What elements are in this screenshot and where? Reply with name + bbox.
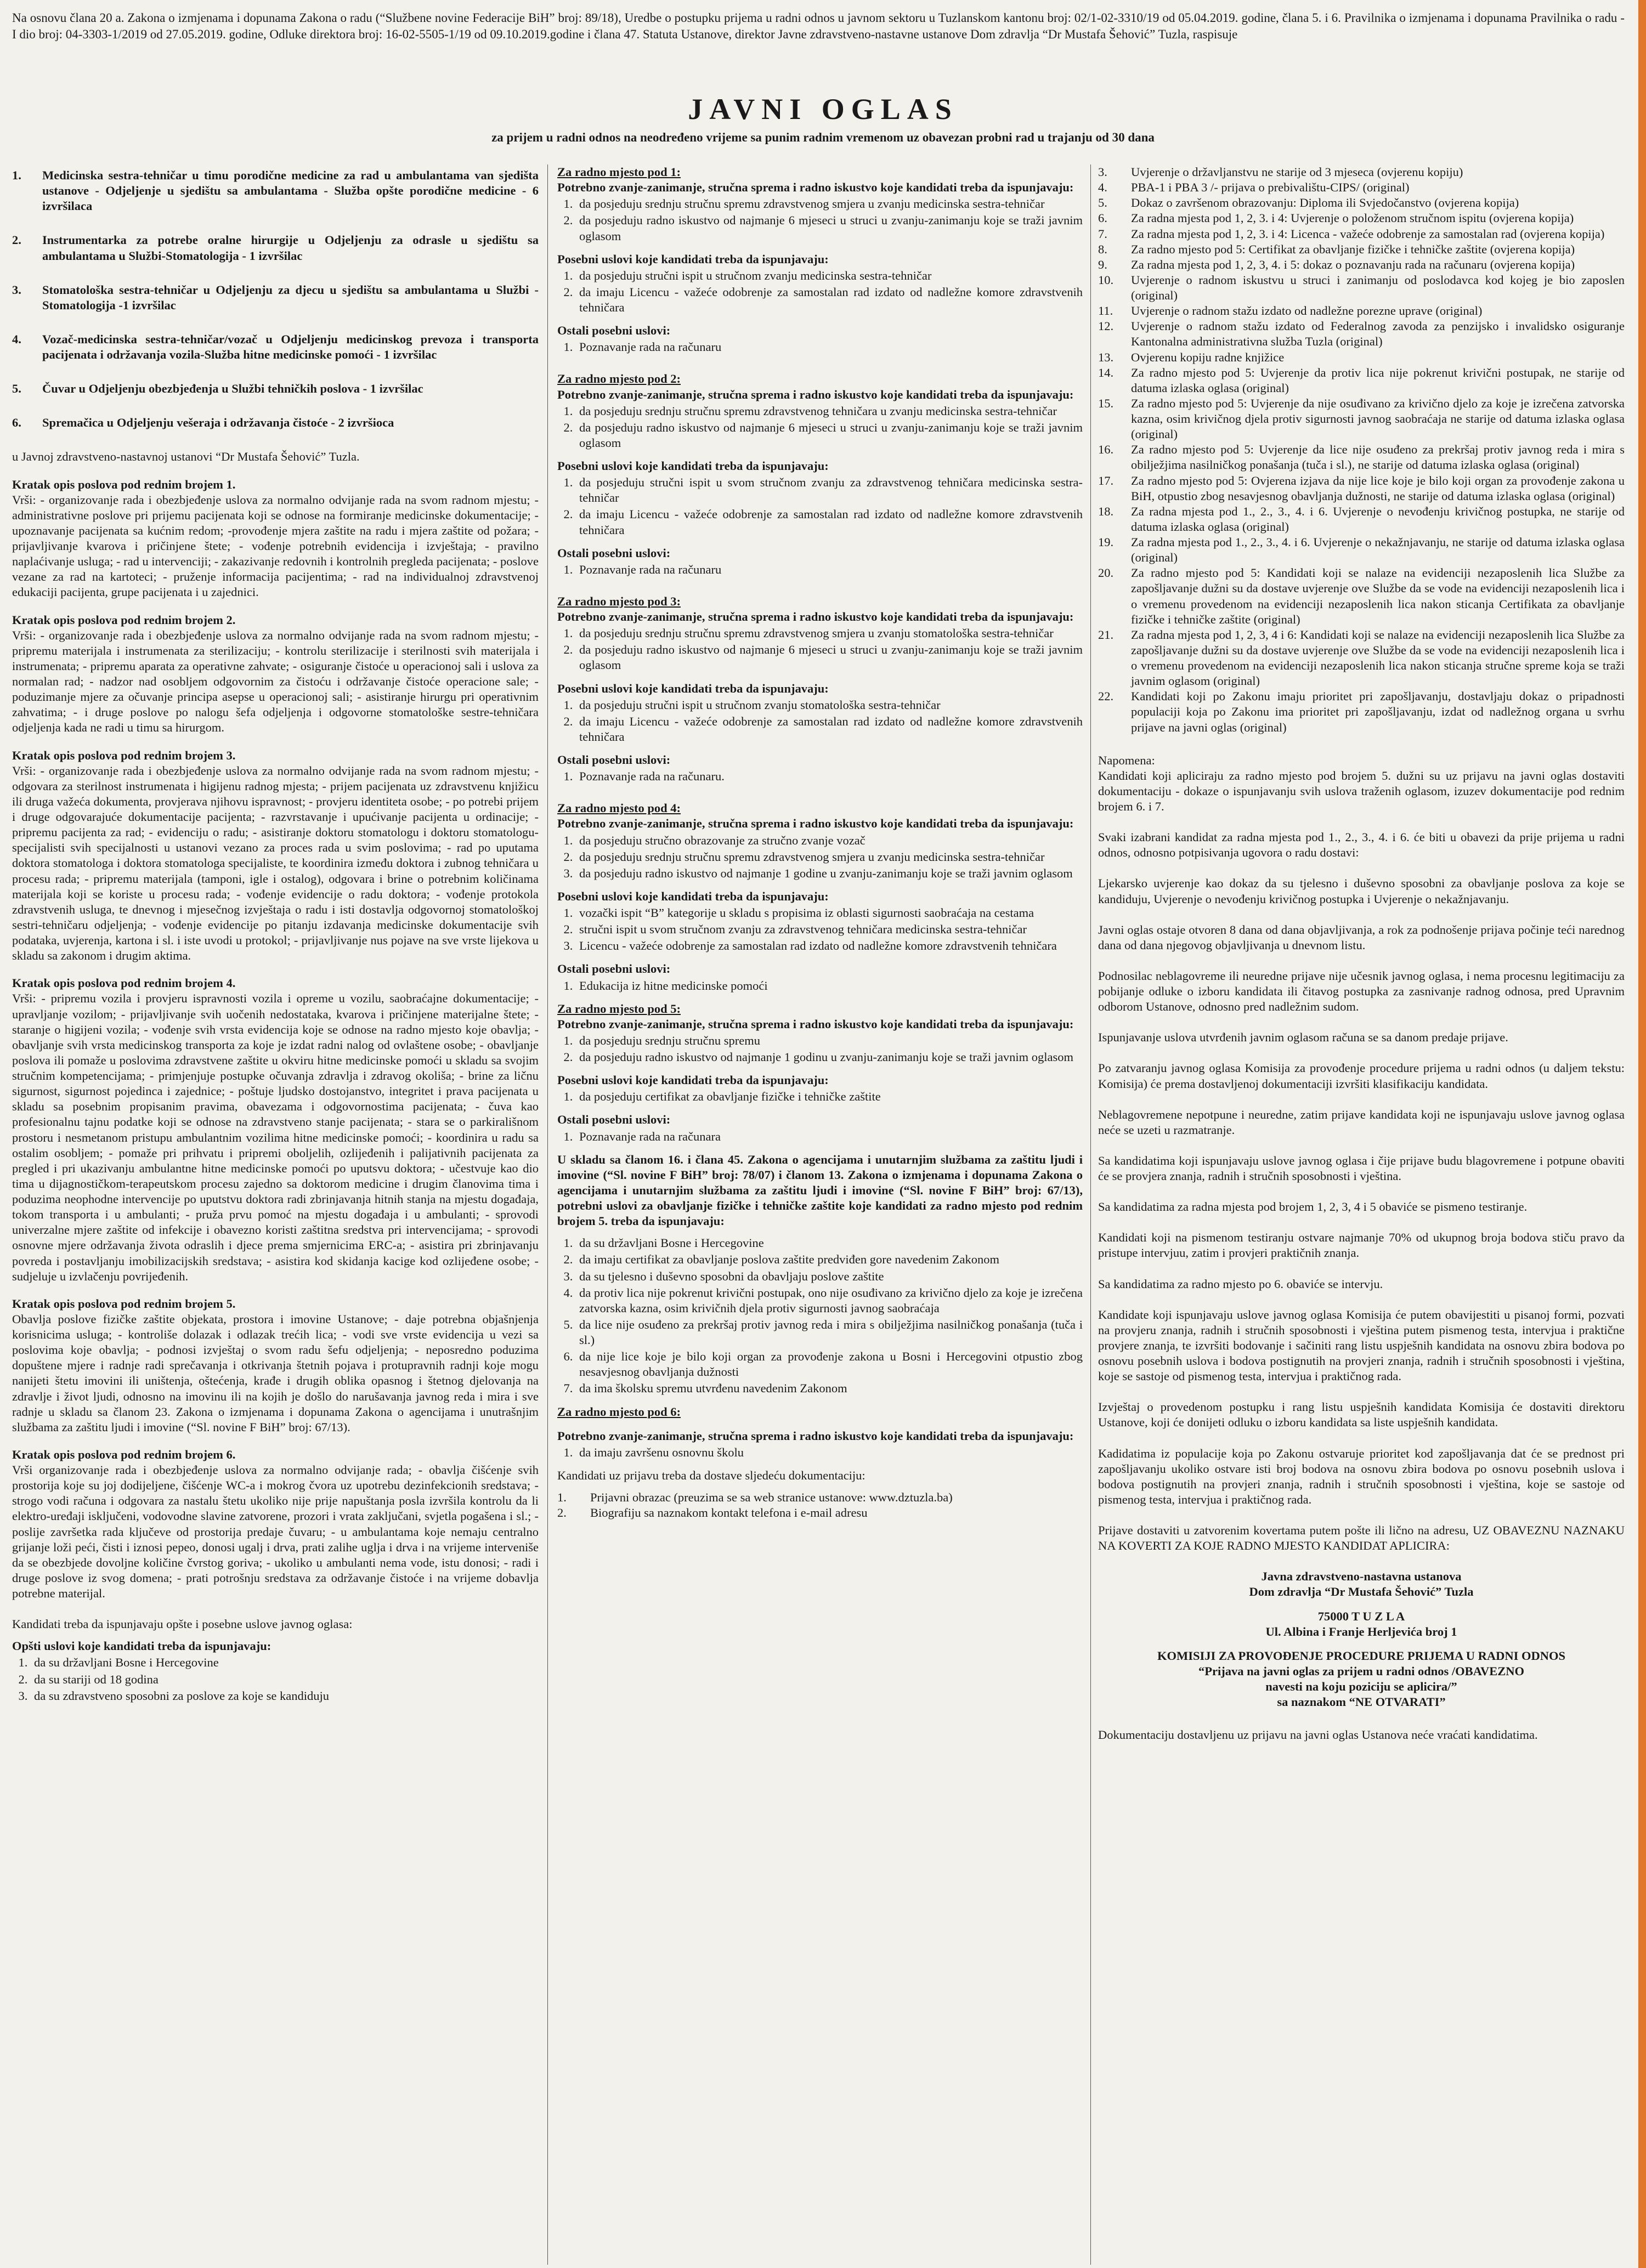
list-item: 2. da imaju Licencu - važeće odobrenje za samostalan rad izdato od nadležne komore zdravstvenih tehničara [576, 285, 1083, 315]
document-item [1098, 565, 1625, 627]
info-paragraph: Sa kandidatima za radno mjesto po 6. obaviće se intervju. [1098, 1277, 1383, 1291]
komisija-line: navesti na koju poziciju se aplicira/” [1265, 1680, 1457, 1693]
document-number: 9. [1098, 257, 1107, 271]
list-item: 1. da posjeduju stručni ispit u svom stručnom zvanju za zdravstvenog tehničara medicinska sestra-tehničar [576, 475, 1083, 506]
document-number: 11. [1098, 304, 1113, 318]
other-conditions-heading: Ostali posebni uslovi: [557, 753, 671, 767]
document-number: 4. [1098, 180, 1107, 195]
document-text: Za radna mjesta pod 1, 2, 3, 4. i 5: dokaz o poznavanju rada na računaru (ovjerena kopija) [1131, 257, 1575, 271]
job-description-heading: Kratak opis poslova pod rednim brojem 3. [12, 748, 236, 762]
document-text: Za radna mjesta pod 1., 2., 3., 4. i 6. Uvjerenje o nevođenju krivičnog postupka, ne starije od datuma izlaska oglasa (original) [1131, 504, 1625, 534]
requirements-list [557, 833, 1083, 881]
document-text: Za radna mjesta pod 1., 2., 3., 4. i 6. Uvjerenje o nekažnjavanju, ne starije od datuma izlaska oglasa (original) [1131, 535, 1625, 565]
list-item: 1. da posjeduju srednju stručnu spremu zdravstvenog tehničara u zvanju medicinska sestra-tehničar [576, 404, 1083, 419]
place-requirements-heading: Potrebno zvanje-zanimanje, stručna sprema i radno iskustvo koje kandidati treba da ispunjavaju: [557, 1017, 1074, 1031]
job-description-heading: Kratak opis poslova pod rednim brojem 2. [12, 613, 236, 627]
document-item [1098, 257, 1625, 273]
list-item: 2. da imaju certifikat za obavljanje poslova zaštite predviđen gore navedenim Zakonom [576, 1252, 1083, 1267]
list-item: 1. da posjeduju stručni ispit u stručnom zvanju medicinska sestra-tehničar [576, 268, 1083, 284]
special-conditions-heading: Posebni uslovi koje kandidati treba da ispunjavaju: [557, 889, 829, 903]
info-paragraph: Ispunjavanje uslova utvrđenih javnim oglasom računa se sa danom predaje prijave. [1098, 1030, 1508, 1045]
document-number: 16. [1098, 443, 1114, 457]
list-item: 3. da posjeduju radno iskustvo od najmanje 1 godine u zvanju-zanimanju koje se traži javnim oglasom [576, 866, 1083, 881]
document-number: 1. [557, 1490, 567, 1504]
job-description-text: Vrši: - organizovanje rada i obezbjeđenje uslova za normalno odvijanje rada na svom radnom mjestu; - pripremu materijala i instrumenata za sterilizaciju; - kontrolu sterilizacije i sterilnosti svih materijala i instrumenata; - pripremu aparata za operativne zahvate; - osiguranje čistoće u operacionoj sali i uslova za normalan rad; - nadzor nad osobljem odgovornim za čistoću i održavanje čistoće operacione sale; - poduzimanje mjere za očuvanje principa asepse u operacionoj sali; - asistiranje hirurgu pri operativnim zahvatima; - i druge poslove po nalogu šefa odjeljenja i odgovorne stomatološke sestre-tehničara odjeljenja kada ne radi u timu sa hirurgom. [12, 628, 539, 735]
document-text: Za radno mjesto pod 5: Uvjerenje da lice nije osuđeno za prekršaj protiv javnog reda i mira s obilježjima nasilničkog ponašanja (tuča i sl.), ne starije od datuma izlaska oglasa (original) [1131, 443, 1625, 472]
list-item: 2. da posjeduju radno iskustvo od najmanje 6 mjeseci u struci u zvanju-zanimanju koje se traži javnim oglasom [576, 420, 1083, 451]
job-description-text: Vrši organizovanje rada i obezbjeđenje uslova za normalno odvijanje rada; - obavlja čišćenje svih prostorija koje su joj dodijeljene, čišćenje WC-a i mokrog čvora uz upotrebu dezinfekcionih sredstava; - strogo vodi računa i odgovara za nastalu štetu ukoliko nije prije napuštanja posla izvršila kontrolu da li elektro-uređaji isključeni, vodovodne slavine zatvorene, prozori i vrata zaključani, svjetla pogašena i sl.; - poslije završetka rada ključeve od prostorija predaje čuvaru; - u ambulantama koje nemaju centralno grijanje loži peći, čisti i iznosi pepeo, donosi ugalj i drva, prati zalihe uglja i drva i na vrijeme interveniše da se obezbjede dovoljne količine čvrstog goriva; - ukoliko u ambulanti nema vode, istu donosi; - radi i druge poslove iz svog domena; - prati potrošnju sredstava za održavanje čistoće i na vrijeme dobavlja potrebne materijal. [12, 1463, 539, 1600]
law-paragraph: U skladu sa članom 16. i člana 45. Zakona o agencijama i unutarnjim službama za zaštitu ljudi i imovine (“Sl. novine F BiH” broj: 78/07) i članom 13. Zakona o izmjenama i dopunama Zakona o agencijama i unutarnjim službama za zaštitu ljudi i imovine (“Sl. novine F BiH” broj: 67/13), potrebni uslovi za obavljanje fizičke i tehničke zaštite koje kandidati za radno mjesto pod rednim brojem 5. treba da ispunjavaju: [557, 1152, 1083, 1228]
documents-intro: Kandidati uz prijavu treba da dostave sljedeću dokumentaciju: [557, 1468, 866, 1482]
column-left [12, 165, 539, 2265]
position-text: Medicinska sestra-tehničar u timu porodične medicine za rad u ambulantama van sjedišta ustanove - Odjeljenje u sjedištu sa ambulantama - Služba opšte porodične medicine - 6 izvršilaca [42, 168, 539, 213]
list-item: 2. stručni ispit u svom stručnom zvanju za zdravstvenog tehničara medicinska sestra-tehničar [576, 922, 1083, 937]
place-title: Za radno mjesto pod 4: [557, 801, 681, 815]
info-paragraph: Neblagovremene nepotpune i neuredne, zatim prijave kandidata koji ne ispunjavaju uslove javnog oglasa neće se uzeti u razmatranje. [1098, 1107, 1625, 1137]
position-text: Spremačica u Odjeljenju vešeraja i održavanja čistoće - 2 izvršioca [42, 416, 394, 430]
requirements-list [557, 626, 1083, 673]
place-requirements-heading: Potrebno zvanje-zanimanje, stručna sprema i radno iskustvo koje kandidati treba da ispunjavaju: [557, 180, 1074, 195]
info-paragraph: Ljekarsko uvjerenje kao dokaz da su tjelesno i duševno sposobni za obavljanje poslova za koje se kandiduju, Uvjerenje o nevođenju krivičnog postupka i Uvjerenje o nekažnjavanju. [1098, 876, 1625, 906]
position-text: Čuvar u Odjeljenju obezbjeđenja u Službi tehničkih poslova - 1 izvršilac [42, 382, 423, 396]
address-line: Ul. Albina i Franje Herljevića broj 1 [1265, 1624, 1457, 1638]
info-paragraph: Javni oglas ostaje otvoren 8 dana od dana objavljivanja, a rok za podnošenje prijava počinje teći narednog dana od dana njegovog objavljivanja u dnevnom listu. [1098, 922, 1625, 952]
document-text: Prijavni obrazac (preuzima se sa web stranice ustanove: www.dztuzla.ba) [590, 1490, 953, 1504]
document-text: Za radna mjesta pod 1, 2, 3, 4 i 6: Kandidati koji se nalaze na evidenciji nezaposlenih lica Službe za zapošljavanje dužni su da dostave uvjerenje ove Službe da se vode na evidenciji nezaposlenih lica i o vremenu provedenom na evidenciji nezaposlenih lica nakon sticanja stručne spreme koja se traži javnim oglasom (original) [1131, 627, 1625, 688]
list-item: 2. da imaju Licencu - važeće odobrenje za samostalan rad izdato od nadležne komore zdravstvenih tehničara [576, 507, 1083, 537]
document-text: Uvjerenje o radnom stažu izdato od nadležne porezne uprave (original) [1131, 304, 1483, 318]
page-subtitle: za prijem u radni odnos na neodređeno vrijeme sa punim radnim vremenom uz obavezan probni rad u trajanju od 30 dana [491, 131, 1155, 144]
document-text: Uvjerenje o državljanstvu ne starije od 3 mjeseca (ovjerenu kopiju) [1131, 165, 1463, 179]
document-item [1098, 504, 1625, 535]
place-title: Za radno mjesto pod 3: [557, 594, 681, 608]
document-text: Dokaz o završenom obrazovanju: Diploma ili Svjedočanstvo (ovjerena kopija) [1131, 196, 1519, 210]
list-item: 2. da posjeduju radno iskustvo od najmanje 6 mjeseci u struci u zvanju-zanimanju koje se traži javnim oglasom [576, 642, 1083, 673]
job-description-heading: Kratak opis poslova pod rednim brojem 5. [12, 1296, 236, 1311]
page-edge-stripe [1638, 0, 1646, 2268]
intro-paragraph: Na osnovu člana 20 a. Zakona o izmjenama i dopunama Zakona o radu (“Službene novine Federacije BiH” broj: 89/18), Uredbe o postupku prijema u radni odnos u javnom sektoru u Tuzlanskom kantonu broj: 02/1-02-3310/19 od 05.04.2019. godine, člana 5. i 6. Pravilnika o izmjenama i dopunama Pravilnika o radu - I dio broj: 04-3303-1/2019 od 27.05.2019. godine, Odluke direktora broj: 16-02-5505-1/19 od 09.10.2019.godine i člana 47. Statuta Ustanove, direktor Javne zdravstveno-nastavne ustanove Dom zdravlja “Dr Mustafa Šehović” Tuzla, raspisuje [12, 11, 1625, 42]
document-item [1098, 365, 1625, 396]
document-item [1098, 180, 1625, 195]
note-heading: Napomena: [1098, 753, 1155, 767]
place-requirements-heading: Potrebno zvanje-zanimanje, stručna sprema i radno iskustvo koje kandidati treba da ispunjavaju: [557, 817, 1074, 831]
list-item: 2. da posjeduju srednju stručnu spremu zdravstvenog smjera u zvanju medicinska sestra-tehničar [576, 849, 1083, 865]
job-description-text: Obavlja poslove fizičke zaštite objekata, prostora i imovine Ustanove; - daje potrebna objašnjenja korisnicima usluga; - kontroliše dolazak i odlazak trećih lica; - vodi sve vrste evidencija u vezi sa poslovima koje obavlja; - podnosi izvještaj o svom radu šefu odjeljenja; - neposredno poduzima dopuštene mjere i radnje radi sprečavanja i otkrivanja štetnih pojava i protupravnih radnji koje mogu nanijeti štetu imovini ili uništenja, oštećenja, krađe i drugih oblika opasnog i štetnog djelovanja na zdravlje i život ljudi, odnosno na imovinu ili na kojih je došlo do narušavanja javnog reda i mira i sve radnje u skladu sa članom 23. Zakona o izmjenama i dopunama Zakona o agencijama i unutrašnjim službama za zaštitu ljudi i imovine (“Sl. novine F BiH” broj: 67/13). [12, 1312, 539, 1434]
document-item [1098, 195, 1625, 211]
job-description-heading: Kratak opis poslova pod rednim brojem 1. [12, 477, 236, 491]
info-paragraph: Po zatvaranju javnog oglasa Komisija za provođenje procedure prijema u radni odnos (u daljem tekstu: Komisija) će prema dostavljenoj dokumentaciji izvršiti klasifikaciju kandidata. [1098, 1061, 1625, 1091]
position-number: 6. [12, 416, 21, 430]
document-number: 12. [1098, 319, 1114, 333]
list-item: 2. da posjeduju radno iskustvo od najmanje 6 mjeseci u struci u zvanju-zanimanju koje se traži javnim oglasom [576, 213, 1083, 243]
special-conditions-heading: Posebni uslovi koje kandidati treba da ispunjavaju: [557, 459, 829, 473]
document-text: Uvjerenje o radnom iskustvu u struci i zanimanju od poslodavca kod kojeg je bio zaposlen (original) [1131, 273, 1625, 302]
general-conditions-list [12, 1655, 539, 1703]
other-conditions-list [557, 978, 1083, 994]
address-line: 75000 T U Z L A [1317, 1609, 1405, 1623]
document-text: Za radno mjesto pod 5: Uvjerenje da protiv lica nije pokrenut krivični postupak, ne starije od datuma izlaska oglasa (original) [1131, 365, 1625, 395]
position-number: 2. [12, 233, 21, 247]
document-number: 6. [1098, 211, 1107, 225]
note-text: Kandidati koji apliciraju za radno mjesto pod brojem 5. dužni su uz prijavu na javni oglas dostaviti dokumentaciju - dokaze o ispunjavanju svih uslova traženih oglasom, izuzev dokumentacije pod rednim brojem 6. i 7. [1098, 768, 1625, 813]
documents-list [557, 1490, 1083, 1521]
address-line: Javna zdravstveno-nastavna ustanova [1261, 1569, 1462, 1584]
list-item: 1. da posjeduju stručno obrazovanje za stručno zvanje vozač [576, 833, 1083, 848]
info-paragraph: Kadidatima iz populacije koja po Zakonu ostvaruje prioritet kod zapošljavanja dat će se prednost pri zapošljavanju ukoliko ostvare isti broj bodova na osnovu zbira bodova po osnovu posebnih uslova i bodova postignutih na provjeri znanja, radnih i stručnih sposobnosti i vještina, koje se sastoje od pismenog testa, intervjua i praktičnog rada. [1098, 1446, 1625, 1506]
list-item: 4. da protiv lica nije pokrenut krivični postupak, ono nije osuđivano za krivično djelo za koje je izrečena zatvorska kazna, osim krivičnih djela protiv sigurnosti javnog saobraćaja [576, 1285, 1083, 1316]
document-item [1098, 689, 1625, 735]
document-item [1098, 303, 1625, 319]
document-text: Uvjerenje o radnom stažu izdato od Federalnog zavoda za penzijsko i invalidsko osiguranje Kantonalna administrativna služba Tuzla (original) [1131, 319, 1625, 349]
document-number: 21. [1098, 627, 1114, 642]
document-number: 5. [1098, 196, 1107, 210]
document-number: 3. [1098, 165, 1107, 179]
document-number: 2. [557, 1506, 567, 1520]
list-item: 1. da imaju završenu osnovnu školu [576, 1445, 1083, 1460]
info-paragraph: Podnosilac neblagovreme ili neuredne prijave nije učesnik javnog oglasa, i nema procesnu legitimaciju za pobijanje odluke o izboru kandidata ili čitavog postupka za zasnivanje radnog odnosa, pred Upravnim odborom Ustanove, odnosno pred nadležnim sudom. [1098, 968, 1625, 1014]
requirements-list [557, 1445, 1083, 1460]
list-item: 1. da posjeduju stručni ispit u stručnom zvanju stomatološka sestra-tehničar [576, 698, 1083, 713]
general-conditions-intro: Kandidati treba da ispunjavaju opšte i posebne uslove javnog oglasa: [12, 1617, 353, 1631]
position-item [12, 233, 539, 263]
list-item: 1. vozački ispit “B” kategorije u skladu s propisima iz oblasti sigurnosti saobraćaja na cestama [576, 905, 1083, 921]
list-item: 2. da imaju Licencu - važeće odobrenje za samostalan rad izdato od nadležne komore zdravstvenih tehničara [576, 714, 1083, 745]
list-item: 1. Poznavanje rada na računaru [576, 562, 1083, 577]
document-number: 13. [1098, 350, 1114, 364]
position-number: 5. [12, 382, 21, 396]
document-number: 8. [1098, 242, 1107, 256]
document-number: 22. [1098, 689, 1114, 704]
other-conditions-heading: Ostali posebni uslovi: [557, 546, 671, 560]
document-text: Za radna mjesta pod 1, 2, 3. i 4: Licenca - važeće odobrenje za samostalan rad (ovjerena kopija) [1131, 226, 1605, 241]
document-text: Biografiju sa naznakom kontakt telefona i e-mail adresu [590, 1506, 868, 1520]
document-item [557, 1505, 1083, 1521]
document-item [1098, 319, 1625, 349]
komisija-line: sa naznakom “NE OTVARATI” [1277, 1695, 1446, 1709]
list-item: 1. da posjeduju srednju stručnu spremu zdravstvenog smjera u zvanju stomatološka sestra-tehničar [576, 626, 1083, 641]
document-number: 7. [1098, 226, 1107, 241]
position-text: Vozač-medicinska sestra-tehničar/vozač u Odjeljenju medicinskog prevoza i transporta pacijenata i održavanja vozila-Služba hitne medicinske pomoći - 1 izvršilac [42, 332, 539, 361]
info-paragraph: Izvještaj o provedenom postupku i rang listu uspješnih kandidata Komisija će dostaviti direktoru Ustanove, koji će donijeti odluku o izboru kandidata sa liste uspješnih kandidata. [1098, 1400, 1625, 1430]
position-item [12, 381, 539, 396]
list-item: 1. da posjeduju srednju stručnu spremu zdravstvenog smjera u zvanju medicinska sestra-tehničar [576, 196, 1083, 212]
place-title: Za radno mjesto pod 5: [557, 1001, 681, 1016]
position-item [12, 332, 539, 362]
document-item [1098, 442, 1625, 473]
document-item [1098, 165, 1625, 180]
other-conditions-list [557, 1129, 1083, 1144]
column-divider [1090, 165, 1091, 2265]
other-conditions-heading: Ostali posebni uslovi: [557, 324, 671, 338]
job-description-text: Vrši: - organizovanje rada i obezbjeđenje uslova za normalno odvijanje rada na svom radnom mjestu; - administrativne poslove pri prijemu pacijenata koji se odnose na formiranje medicinske dokumentacije; - upoznavanje pacijenata sa kućnim redom; -provođenje mjera zaštite na radu i mjera zaštite od požara; - prijavljivanje kvarova i pričinjene štete; - vođenje potrebnih evidencija i izvještaja; - pravilno naplaćivanje usluga; - rad u intervenciji; - zakazivanje redovnih i kontrolnih pregleda pacijenata; - poslove vezane za rad na kartoteci; - pruženje informacija pacijentima; - rad na individualnoj zdravstvenoj edukaciji pacijenta, grupe pacijenata i u zajednici. [12, 492, 539, 599]
document-item [1098, 211, 1625, 226]
place-requirements-heading: Potrebno zvanje-zanimanje, stručna sprema i radno iskustvo koje kandidati treba da ispunjavaju: [557, 610, 1074, 623]
other-conditions-list [557, 769, 1083, 784]
document-item [1098, 350, 1625, 365]
info-paragraph: Prijave dostaviti u zatvorenim kovertama putem pošte ili lično na adresu, UZ OBAVEZNU NAZNAKU NA KOVERTI ZA KOJE RADNO MJESTO KANDIDAT APLICIRA: [1098, 1523, 1625, 1553]
document-text: Za radno mjesto pod 5: Kandidati koji se nalaze na evidenciji nezaposlenih lica Službe za zapošljavanje dužni su da dostave uvjerenje ove Službe da se vode na evidenciji nezaposlenih lica i o vremenu provedenom na evidenciji nezaposlenih lica nakon sticanja Certifikata za obavljanje fizičke i tehničke zaštite (original) [1131, 566, 1625, 626]
list-item: 1. Edukacija iz hitne medicinske pomoći [576, 978, 1083, 994]
address-line: Dom zdravlja “Dr Mustafa Šehović” Tuzla [1249, 1585, 1474, 1599]
document-text: Za radno mjesto pod 5: Certifikat za obavljanje fizičke i tehničke zaštite (ovjerena kopija) [1131, 242, 1575, 256]
column-right [1098, 165, 1625, 2265]
list-item: 2. da posjeduju radno iskustvo od najmanje 1 godinu u zvanju-zanimanju koje se traži javnim oglasom [576, 1050, 1083, 1065]
special-conditions-list [557, 905, 1083, 954]
document-item [1098, 396, 1625, 442]
document-number: 15. [1098, 396, 1114, 410]
document-text: Ovjerenu kopiju radne knjižice [1131, 350, 1285, 364]
list-item: 1. da su državljani Bosne i Hercegovine [31, 1655, 539, 1670]
requirements-list [557, 1033, 1083, 1065]
list-item: 1. Poznavanje rada na računaru [576, 339, 1083, 355]
special-conditions-heading: Posebni uslovi koje kandidati treba da ispunjavaju: [557, 1073, 829, 1087]
position-number: 1. [12, 168, 21, 182]
general-conditions-heading: Opšti uslovi koje kandidati treba da ispunjavaju: [12, 1639, 271, 1653]
column-divider [547, 165, 548, 2265]
place-title: Za radno mjesto pod 1: [557, 165, 681, 179]
document-item [1098, 535, 1625, 565]
document-number: 20. [1098, 566, 1114, 580]
place-requirements-heading: Potrebno zvanje-zanimanje, stručna sprema i radno iskustvo koje kandidati treba da ispunjavaju: [557, 387, 1074, 401]
job-description-text: Vrši: - organizovanje rada i obezbjeđenje uslova za normalno odvijanje rada na svom radnom mjestu; - odgovara za sterilnost instrumenata i higijenu radnog mjesta; - prijem pacijenata uz zdravstvenu knjižicu ili druga važeća dokumenta, provjerava njihovu ispravnost; - provjeru identiteta osobe; - po potrebi prijem i druge odgovarajuće dokumentacije pacijenta; - razvrstavanje i upućivanje pacijenta u ordinacije; - pripremu pacijenta za rad; - evidenciju o radu; - asistiranje doktoru stomatologu i doktoru stomatologu-specijalisti svih specijalnosti u ustanovi vezano za proces rada u svim poslovima; - rad po uputama doktora stomatologa i doktora stomatologa specijaliste, te koordinira između doktora i zubnog tehničara u procesu rada; - pripremu materijala (tamponi, igle i ostalog), odgovara i brine o potrebnim količinama materijala koji se koriste u procesu rada; - vođenje evidencije o radu doktora; - vođenje protokola zdravstvenih usluga, te dnevnog i mjesečnog izvještaja o radu i isti dostavlja odgovornoj stomatološkoj sestri-tehničaru odjeljenja; - vođenje evidencije po pitanju izdavanja medicinske dokumentacije svih podataka, uvjerenja, kartona i sl. i iste uvodi u protokol; - prijavljivanje nus pojave na sve vrste lijekova u skladu sa zakonom i drugim aktima. [12, 763, 539, 963]
place-title: Za radno mjesto pod 2: [557, 372, 681, 386]
info-paragraph: Svaki izabrani kandidat za radna mjesta pod 1., 2., 3., 4. i 6. će biti u obavezi da prije prijema u radni odnos, odnosno potpisivanja ugovora o radu dostavi: [1098, 830, 1625, 860]
list-item: 7. da ima školsku spremu utvrđenu navedenim Zakonom [576, 1381, 1083, 1396]
document-item [557, 1490, 1083, 1505]
list-item: 1. da posjeduju certifikat za obavljanje fizičke i tehničke zaštite [576, 1089, 1083, 1104]
special-conditions-list [557, 1089, 1083, 1104]
document-text: Za radno mjesto pod 5: Uvjerenje da nije osuđivano za krivično djelo za koje je izrečena zatvorska kazna, osim krivičnog djela protiv sigurnosti javnog saobraćaja ne starije od datuma izlaska oglasa (original) [1131, 396, 1625, 441]
institution-line: u Javnoj zdravstveno-nastavnoj ustanovi “Dr Mustafa Šehović” Tuzla. [12, 450, 360, 464]
other-conditions-heading: Ostali posebni uslovi: [557, 962, 671, 976]
other-conditions-list [557, 339, 1083, 355]
info-paragraph: Kandidate koji ispunjavaju uslove javnog oglasa Komisija će putem obavijestiti u pisanoj formi, pozvati na provjeru znanja, radnih i stručnih sposobnosti i vještina putem pismenog testa, intervjua i praktične provjere znanja, te izvršiti bodovanje i sačiniti rang listu uspješnih kandidata na osnovu zbira bodova po osnovu posebnih uslova i bodova postignutih na provjeri znanja, radnih i stručnih sposobnosti i vještina, koje se sastoje od pismenog testa, intervjua i praktičnog rada. [1098, 1307, 1625, 1384]
document-item [1098, 627, 1625, 689]
page-title: JAVNI OGLAS [688, 93, 958, 126]
place-requirements-heading: Potrebno zvanje-zanimanje, stručna sprema i radno iskustvo koje kandidati treba da ispunjavaju: [557, 1428, 1074, 1443]
list-item: 1. Poznavanje rada na računara [576, 1129, 1083, 1144]
position-item [12, 282, 539, 313]
info-paragraph: Kandidati koji na pismenom testiranju ostvare najmanje 70% od ukupnog broja bodova stiču pravo da pristupe intervjuu, zatim i provjeri praktičnih znanja. [1098, 1231, 1625, 1260]
position-number: 3. [12, 282, 21, 297]
special-conditions-list [557, 268, 1083, 315]
document-number: 14. [1098, 365, 1114, 379]
info-paragraph: Sa kandidatima za radna mjesta pod brojem 1, 2, 3, 4 i 5 obaviće se pismeno testiranje. [1098, 1200, 1528, 1214]
document-text: Kandidati koji po Zakonu imaju prioritet pri zapošljavanju, dostavljaju dokaz o pripadnosti populaciji koja po Zakonu ima prioritet pri zapošljavanju, izdat od nadležnog organa u svrhu prijave na javni oglas (original) [1131, 689, 1625, 734]
list-item: 3. da su tjelesno i duševno sposobni da obavljaju poslove zaštite [576, 1269, 1083, 1284]
position-item [12, 168, 539, 214]
requirements-list [557, 404, 1083, 451]
position-item [12, 415, 539, 430]
list-item: 1. da su državljani Bosne i Hercegovine [576, 1235, 1083, 1251]
list-item: 1. Poznavanje rada na računaru. [576, 769, 1083, 784]
list-item: 3. Licencu - važeće odobrenje za samostalan rad izdato od nadležne komore zdravstvenih tehničara [576, 938, 1083, 954]
special-conditions-heading: Posebni uslovi koje kandidati treba da ispunjavaju: [557, 681, 829, 695]
requirements-list [557, 196, 1083, 243]
document-text: Za radno mjesto pod 5: Ovjerena izjava da nije lice koje je bilo koji organ za provođenje zakona u BiH, otpustio zbog nesavjesnog obavljanja dužnosti, ne starije od datuma izlaska oglasa (original) [1131, 473, 1625, 503]
documents-list-continued [1098, 165, 1625, 735]
list-item: 2. da su stariji od 18 godina [31, 1672, 539, 1687]
document-number: 10. [1098, 273, 1114, 287]
document-number: 17. [1098, 473, 1114, 487]
document-number: 19. [1098, 535, 1114, 549]
closing-note: Dokumentaciju dostavljenu uz prijavu na javni oglas Ustanova neće vraćati kandidatima. [1098, 1728, 1538, 1742]
list-item: 5. da lice nije osuđeno za prekršaj protiv javnog reda i mira s obilježjima nasilničkog ponašanja (tuča i sl.) [576, 1317, 1083, 1348]
special-conditions-list [557, 475, 1083, 538]
document-item [1098, 226, 1625, 242]
komisija-line: “Prijava na javni oglas za prijem u radni odnos /OBAVEZNO [1198, 1664, 1525, 1678]
document-text: PBA-1 i PBA 3 /- prijava o prebivalištu-CIPS/ (original) [1131, 180, 1410, 195]
info-paragraph: Sa kandidatima koji ispunjavaju uslove javnog oglasa i čije prijave budu blagovremene i potpune obaviti će se provjera znanja, radnih i stručnih sposobnosti i vještina. [1098, 1153, 1625, 1183]
special-conditions-list [557, 698, 1083, 745]
job-description-text: Vrši: - pripremu vozila i provjeru ispravnosti vozila i opreme u vozilu, saobraćajne dokumentacije; - upravljanje vozilom; - prijavljivanje svih uočenih nedostataka, kvarova i pričinjene materijalne štete; - staranje o higijeni vozila; - vođenje svih vrsta evidencija koje se odnose na radno mjesto koje obavlja; - obavljanje svih vrsta medicinskog transporta za koje je izdat radni nalog od ovlaštene osobe; - obavljanje poslova ili pomaže u poslovima zdravstvene zaštite u okviru hitne medicinske pomoći u skladu sa svojim stručnim kompetencijama; - primjenjuje postupke očuvanja zdravlja i zdravog okoliša; - brine za ličnu sigurnost, sigurnost pojedinca i zajednice; - poštuje ljudsko dostojanstvo, integritet i prava pacijenata u skladu sa posebnim propisanim pravima, obavezama i odgovornostima pacijenata; - čuva kao profesionalnu tajnu podatke koji se odnose na zdravstveno stanje pacijenata; - stara se o parkirališnom prostoru i nesmetanom pristupu ambulantnim vozilima hitne medicinske pomoći; - koordinira u radu sa ostalim osobljem; - pomaže pri prihvatu i pripremi oboljelih, ozlijeđenih i palijativnih pacijenata za pregled i pri ukazivanju ambulantne hitne medicinske pomoći po uputsvu doktora; - učestvuje kao dio tima u dijagnostičkom-terapeutskom procesu zajedno sa doktorom medicine i drugim članovima tima i poduzima neophodne intervencije po uputstvu doktora radi zbrinjavanja hitnih stanja na mjestu događaja, tokom transporta i u ambulanti; - pruža prvu pomoć na mjestu događaja i u ambulanti; - sprovodi univerzalne mjere zaštite od infekcije i obavezno koristi zaštitna sredstva pri intervencijama; - sprovodi osnovne mjere održavanja života odraslih i djece prema smjernicima ERC-a; - asistira pri zbrinjavanju povreda i postavljanju imobilizacijskih sredstava; - asistira kod skidanja kacige kod ozlijeđene osobe; - sudjeluje u izvlačenju povrijeđenih. [12, 991, 539, 1283]
special-conditions-heading: Posebni uslovi koje kandidati treba da ispunjavaju: [557, 252, 829, 266]
document-number: 18. [1098, 504, 1114, 518]
document-item [1098, 473, 1625, 504]
list-item: 3. da su zdravstveno sposobni za poslove za koje se kandiduju [31, 1688, 539, 1704]
place-title: Za radno mjesto pod 6: [557, 1404, 681, 1419]
job-description-heading: Kratak opis poslova pod rednim brojem 6. [12, 1447, 236, 1461]
document-text: Za radna mjesta pod 1, 2, 3. i 4: Uvjerenje o položenom stručnom ispitu (ovjerena kopija) [1131, 211, 1574, 225]
list-item: 1. da posjeduju srednju stručnu spremu [576, 1033, 1083, 1048]
position-text: Instrumentarka za potrebe oralne hirurgije u Odjeljenju za odrasle u sjedištu sa ambulantama u Službi-Stomatologija - 1 izvršilac [42, 233, 539, 263]
document-item [1098, 242, 1625, 257]
document-item [1098, 273, 1625, 303]
other-conditions-list [557, 562, 1083, 577]
position-number: 4. [12, 332, 21, 346]
position-text: Stomatološka sestra-tehničar u Odjeljenju za djecu u sjedištu sa ambulantama u Službi -Stomatologija -1 izvršilac [42, 282, 539, 312]
job-description-heading: Kratak opis poslova pod rednim brojem 4. [12, 976, 236, 990]
other-conditions-heading: Ostali posebni uslovi: [557, 1113, 671, 1127]
list-item: 6. da nije lice koje je bilo koji organ za provođenje zakona u Bosni i Hercegovini otpustio zbog nesavjesnog obavljanja dužnosti [576, 1349, 1083, 1380]
law-conditions-list [557, 1235, 1083, 1396]
column-middle [557, 165, 1083, 2265]
komisija-line: KOMISIJI ZA PROVOĐENJE PROCEDURE PRIJEMA U RADNI ODNOS [1157, 1648, 1565, 1663]
